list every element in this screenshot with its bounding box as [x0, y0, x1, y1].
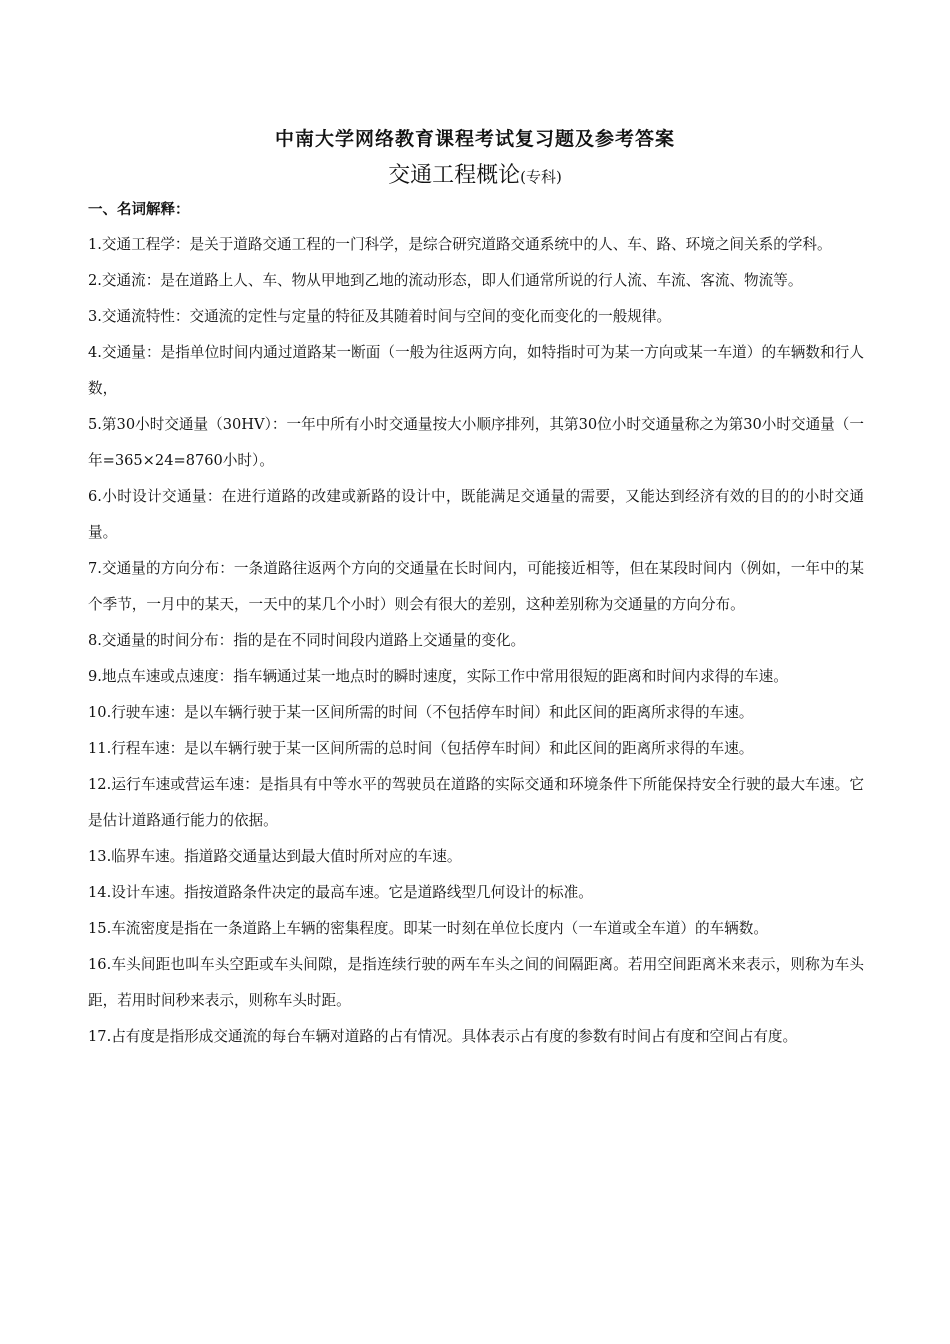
section-heading: 一、名词解释： [88, 202, 190, 218]
definition-item: 14.设计车速。指按道路条件决定的最高车速。它是道路线型几何设计的标准。 [88, 884, 593, 901]
course-name: 交通工程概论 [388, 163, 521, 188]
definition-item: 1.交通工程学：是关于道路交通工程的一门科学，是综合研究道路交通系统中的人、车、路、环境之间关系的学科。 [88, 236, 832, 253]
definition-item: 12.运行车速或营运车速：是指具有中等水平的驾驶员在道路的实际交通和环境条件下所能保持安全行驶的最大车速。它是估计道路通行能力的依据。 [88, 776, 864, 829]
definition-item: 10.行驶车速：是以车辆行驶于某一区间所需的时间（不包括停车时间）和此区间的距离所求得的车速。 [88, 704, 754, 721]
definition-item: 9.地点车速或点速度：指车辆通过某一地点时的瞬时速度，实际工作中常用很短的距离和时间内求得的车速。 [88, 668, 788, 685]
definition-item: 5.第30小时交通量（30HV）：一年中所有小时交通量按大小顺序排列，其第30位小时交通量称之为第30小时交通量（一年=365×24=8760小时）。 [88, 416, 864, 469]
definition-item: 6.小时设计交通量：在进行道路的改建或新路的设计中，既能满足交通量的需要，又能达到经济有效的目的的小时交通量。 [88, 488, 864, 541]
document-title: 中南大学网络教育课程考试复习题及参考答案 [274, 128, 675, 150]
definition-item: 13.临界车速。指道路交通量达到最大值时所对应的车速。 [88, 848, 462, 865]
definition-item: 4.交通量：是指单位时间内通过道路某一断面（一般为往返两方向，如特指时可为某一方向或某一车道）的车辆数和行人数， [88, 344, 864, 397]
definition-item: 7.交通量的方向分布：一条道路往返两个方向的交通量在长时间内，可能接近相等，但在某段时间内（例如，一年中的某个季节，一月中的某天，一天中的某几个小时）则会有很大的差别，这种差别称为交通量的方向分布。 [88, 560, 864, 613]
definition-list [88, 227, 864, 1055]
definition-item: 11.行程车速：是以车辆行驶于某一区间所需的总时间（包括停车时间）和此区间的距离所求得的车速。 [88, 740, 754, 757]
definition-item: 17.占有度是指形成交通流的每台车辆对道路的占有情况。具体表示占有度的参数有时间占有度和空间占有度。 [88, 1028, 798, 1045]
definition-item: 3.交通流特性：交通流的定性与定量的特征及其随着时间与空间的变化而变化的一般规律。 [88, 308, 672, 325]
definition-item: 8.交通量的时间分布：指的是在不同时间段内道路上交通量的变化。 [88, 632, 526, 649]
course-title [0, 158, 950, 189]
definition-item: 15.车流密度是指在一条道路上车辆的密集程度。即某一时刻在单位长度内（一车道或全车道）的车辆数。 [88, 920, 768, 937]
course-level-note: (专科) [520, 168, 562, 186]
definition-item: 16.车头间距也叫车头空距或车头间隙，是指连续行驶的两车车头之间的间隔距离。若用空间距离米来表示，则称为车头距，若用时间秒来表示，则称车头时距。 [88, 956, 864, 1009]
definition-item: 2.交通流：是在道路上人、车、物从甲地到乙地的流动形态，即人们通常所说的行人流、车流、客流、物流等。 [88, 272, 803, 289]
